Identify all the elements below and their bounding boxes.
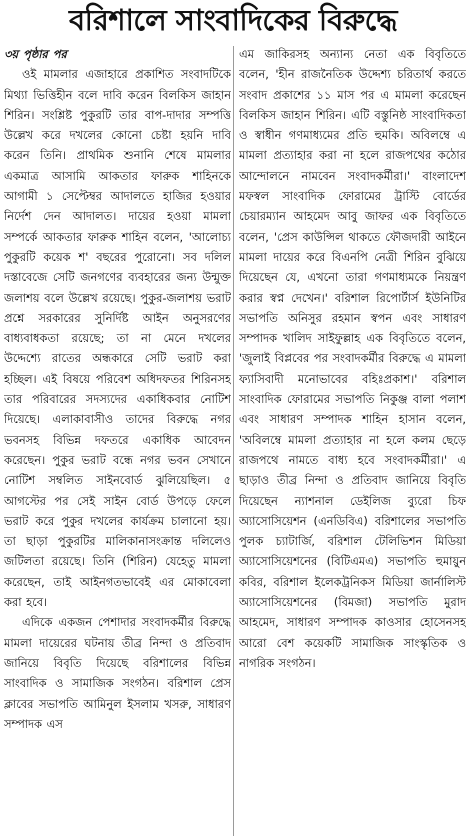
article-column-right	[239, 44, 466, 836]
body-paragraph: এম জাকিরসহ অন্যান্য নেতা এক বিবৃতিতে বলেন, 'হীন রাজনৈতিক উদ্দেশ্য চরিতার্থ করতে সংবাদ প্রকাশের ১১ মাস পর এ মামলা করেছেন বিলকিস জাহান শিরিন। এটি বস্তুনিষ্ঠ সাংবাদিকতা ও স্বাধীন গণমাধ্যমের প্রতি হুমকি। অবিলম্বে এ মামলা প্রত্যাহার করা না হলে রাজপথের কঠোর আন্দোলনে নামবেন সংবাদকর্মীরা।' বাংলাদেশ মফস্বল সাংবাদিক ফোরামের ট্রাস্টি বোর্ডের চেয়ারম্যান আহমেদ আবু জাফর এক বিবৃতিতে বলেন, 'প্রেস কাউন্সিল থাকতে ফৌজদারী আইনে মামলা দায়ের করে বিএনপি নেত্রী শিরিন বুঝিয়ে দিয়েছেন যে, এখনো তারা গণমাধ্যমকে নিয়ন্ত্রণ করার স্বপ্ন দেখেন।' বরিশাল রিপোর্টার্স ইউনিটির সভাপতি অনিসুর রহমান স্বপন এবং সাধারণ সম্পাদক খালিদ সাইফুল্লাহ এক বিবৃতিতে বলেন, 'জুলাই বিপ্লবের পর সংবাদকর্মীর বিরুদ্ধে এ মামলা ফ্যাসিবাদী মনোভাবের বহিঃপ্রকাশ।' বরিশাল সাংবাদিক ফোরামের সভাপতি নিকুঞ্জ বালা পলাশ এবং সাধারণ সম্পাদক শাহিন হাসান বলেন, 'অবিলম্বে মামলা প্রত্যাহার না হলে কলম ছেড়ে রাজপথে নামতে বাধ্য হবে সংবাদকর্মীরা।' এ ছাড়াও তীব্র নিন্দা ও প্রতিবাদ জানিয়ে বিবৃতি দিয়েছেন ন্যাশনাল ডেইলিজ ব্যুরো চিফ অ্যাসোসিয়েশন (এনডিবিএ) বরিশালের সভাপতি পুলক চ্যাটার্জি, বরিশাল টেলিভিশন মিডিয়া অ্যাসোসিয়েশনের (বিটিএমএ) সভাপতি হুমায়ুন কবির, বরিশাল ইলেকট্রনিকস মিডিয়া জার্নালিস্ট অ্যাসোসিয়েশনের (বিমজা) সভাপতি মুরাদ আহমেদ, সাধারণ সম্পাদক কাওসার হোসেনসহ আরো বেশ কয়েকটি সামাজিক সাংস্কৃতিক ও নাগরিক সংগঠন।	[239, 47, 466, 670]
article-headline: বরিশালে সাংবাদিকের বিরুদ্ধে	[68, 3, 398, 37]
body-paragraph: এদিকে একজন পেশাদার সংবাদকর্মীর বিরুদ্ধে মামলা দায়েরের ঘটনায় তীব্র নিন্দা ও প্রতিবাদ জানিয়ে বিবৃতি দিয়েছে বরিশালের বিভিন্ন সাংবাদিক ও সামাজিক সংগঠন। বরিশাল প্রেস ক্লাবের সভাপতি আমিনুল ইসলাম খসরু, সাধারণ সম্পাদক এস	[4, 615, 231, 731]
body-paragraph: ওই মামলার এজাহারে প্রকাশিত সংবাদটিকে মিথ্যা ভিত্তিহীন বলে দাবি করেন বিলকিস জাহান শিরিন। সংশ্লিষ্ট পুকুরটি তার বাপ-দাদার সম্পত্তি উল্লেখ করে দখলের কোনো চেষ্টা হয়নি দাবি করেন তিনি। প্রাথমিক শুনানি শেষে মামলার একমাত্র আসামি আকতার ফারুক শাহিনকে আগামী ১ সেপ্টেম্বর আদালতে হাজির হওয়ার নির্দেশ দেন আদালত। দায়ের হওয়া মামলা সম্পর্কে আকতার ফারুক শাহিন বলেন, 'আলোচ্য পুকুরটি কয়েক শ' বছরের পুরোনো। সব দলিল দস্তাবেজে সেটি জনগণের ব্যবহারের জন্য উন্মুক্ত জলাশয় বলে উল্লেখ রয়েছে। পুকুর-জলাশয় ভরাট প্রশ্নে সরকারের সুনির্দিষ্ট আইন অনুসরণের বাধ্যবাধকতা রয়েছে; তা না মেনে দখলের উদ্দেশ্যে রাতের অন্ধকারে সেটি ভরাট করা হচ্ছিল। এই বিষয়ে পরিবেশ অধিদফতর শিরিনসহ তার পরিবারের সদস্যদের একাধিকবার নোটিশ দিয়েছে। এলাকাবাসীও তাদের বিরুদ্ধে নগর ভবনসহ বিভিন্ন দফতরে একাধিক আবেদন করেছেন। পুকুর ভরাট বন্ধে নগর ভবন সেখানে নোটিশ সম্বলিত সাইনবোর্ড ঝুলিয়েছিল। ৫ আগস্টের পর সেই সাইন বোর্ড উপড়ে ফেলে ভরাট করে পুকুর দখলের কার্যক্রম চালানো হয়। তা ছাড়া পুকুরটির মালিকানাসংক্রান্ত দলিলেও জটিলতা রয়েছে। তিনি (শিরিন) যেহেতু মামলা করেছেন, তাই আইনগতভাবেই এর মোকাবেলা করা হবে।	[4, 67, 231, 610]
column-divider	[233, 46, 234, 836]
continuation-note: ৩য় পৃষ্ঠার পর	[4, 47, 67, 61]
article-column-left	[4, 44, 231, 836]
